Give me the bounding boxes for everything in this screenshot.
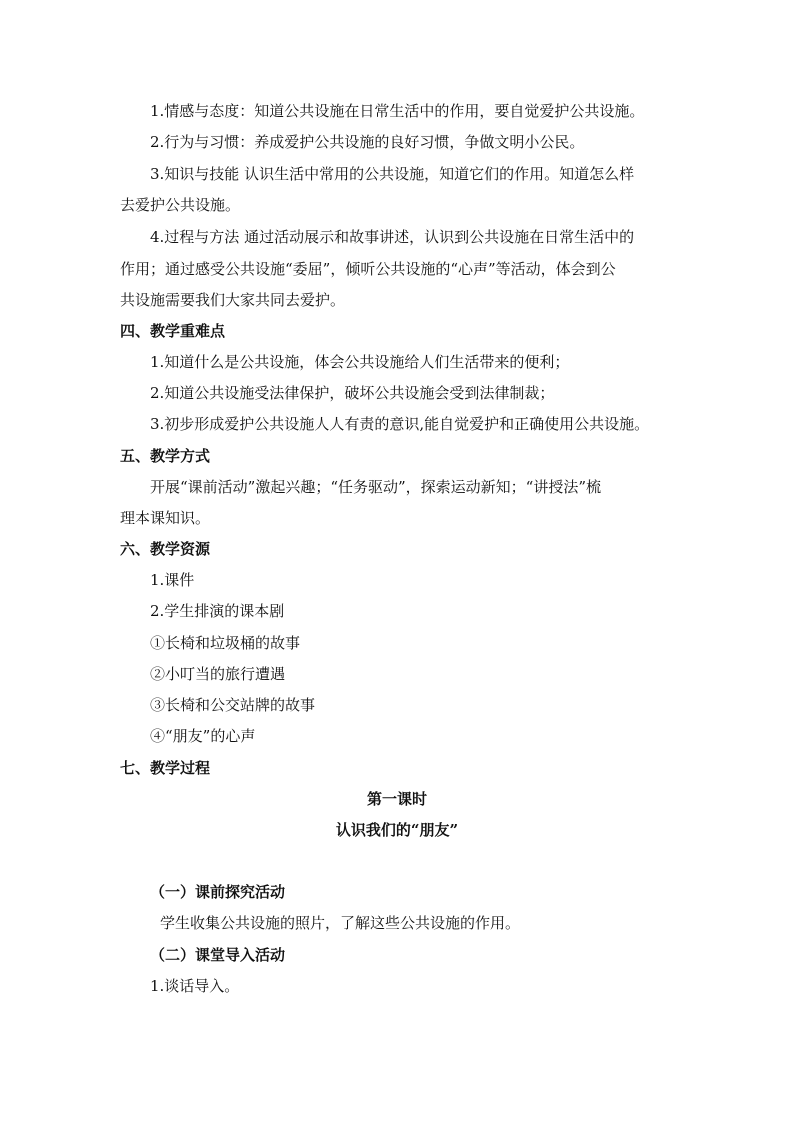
resource-item: 2.学生排演的课本剧 (150, 602, 285, 620)
objective-3-line-2: 去爱护公共设施。 (120, 196, 241, 214)
resource-item: ③长椅和公交站牌的故事 (150, 696, 316, 714)
subsection-2-item: 1.谈话导入。 (150, 977, 240, 995)
objective-3-line-1: 3.知识与技能 认识生活中常用的公共设施，知道它们的作用。知道怎么样 (150, 165, 635, 183)
section-6-heading: 六、教学资源 (120, 540, 211, 558)
subsection-2-heading: （二）课堂导入活动 (150, 946, 286, 964)
objective-1: 1.情感与态度：知道公共设施在日常生活中的作用，要自觉爱护公共设施。 (150, 102, 645, 120)
objective-2: 2.行为与习惯：养成爱护公共设施的良好习惯，争做文明小公民。 (150, 133, 585, 151)
resource-item: ②小叮当的旅行遭遇 (150, 665, 286, 683)
resource-item: ④“朋友”的心声 (150, 727, 256, 745)
section-4-heading: 四、教学重难点 (120, 322, 226, 340)
section-4-item: 3.初步形成爱护公共设施人人有责的意识,能自觉爱护和正确使用公共设施。 (150, 415, 650, 433)
section-5-heading: 五、教学方式 (120, 447, 211, 465)
section-4-item: 2.知道公共设施受法律保护，破坏公共设施会受到法律制裁； (150, 384, 555, 402)
section-5-line-2: 理本课知识。 (120, 509, 211, 527)
lesson-title: 第一课时 (366, 790, 427, 808)
section-7-heading: 七、教学过程 (120, 759, 211, 777)
objective-4-line-2: 作用；通过感受公共设施“委屈”，倾听公共设施的“心声”等活动，体会到公 (120, 260, 616, 278)
resource-item: ①长椅和垃圾桶的故事 (150, 634, 301, 652)
resource-item: 1.课件 (150, 571, 195, 589)
section-5-line-1: 开展“课前活动”激起兴趣；“任务驱动”，探索运动新知；“讲授法”梳 (150, 478, 602, 496)
subsection-1-heading: （一）课前探究活动 (150, 883, 286, 901)
objective-4-line-3: 共设施需要我们大家共同去爱护。 (120, 291, 346, 309)
lesson-subtitle: 认识我们的“朋友” (335, 821, 459, 839)
subsection-1-text: 学生收集公共设施的照片，了解这些公共设施的作用。 (160, 914, 521, 932)
objective-4-line-1: 4.过程与方法 通过活动展示和故事讲述，认识到公共设施在日常生活中的 (150, 228, 635, 246)
section-4-item: 1.知道什么是公共设施，体会公共设施给人们生活带来的便利； (150, 353, 570, 371)
